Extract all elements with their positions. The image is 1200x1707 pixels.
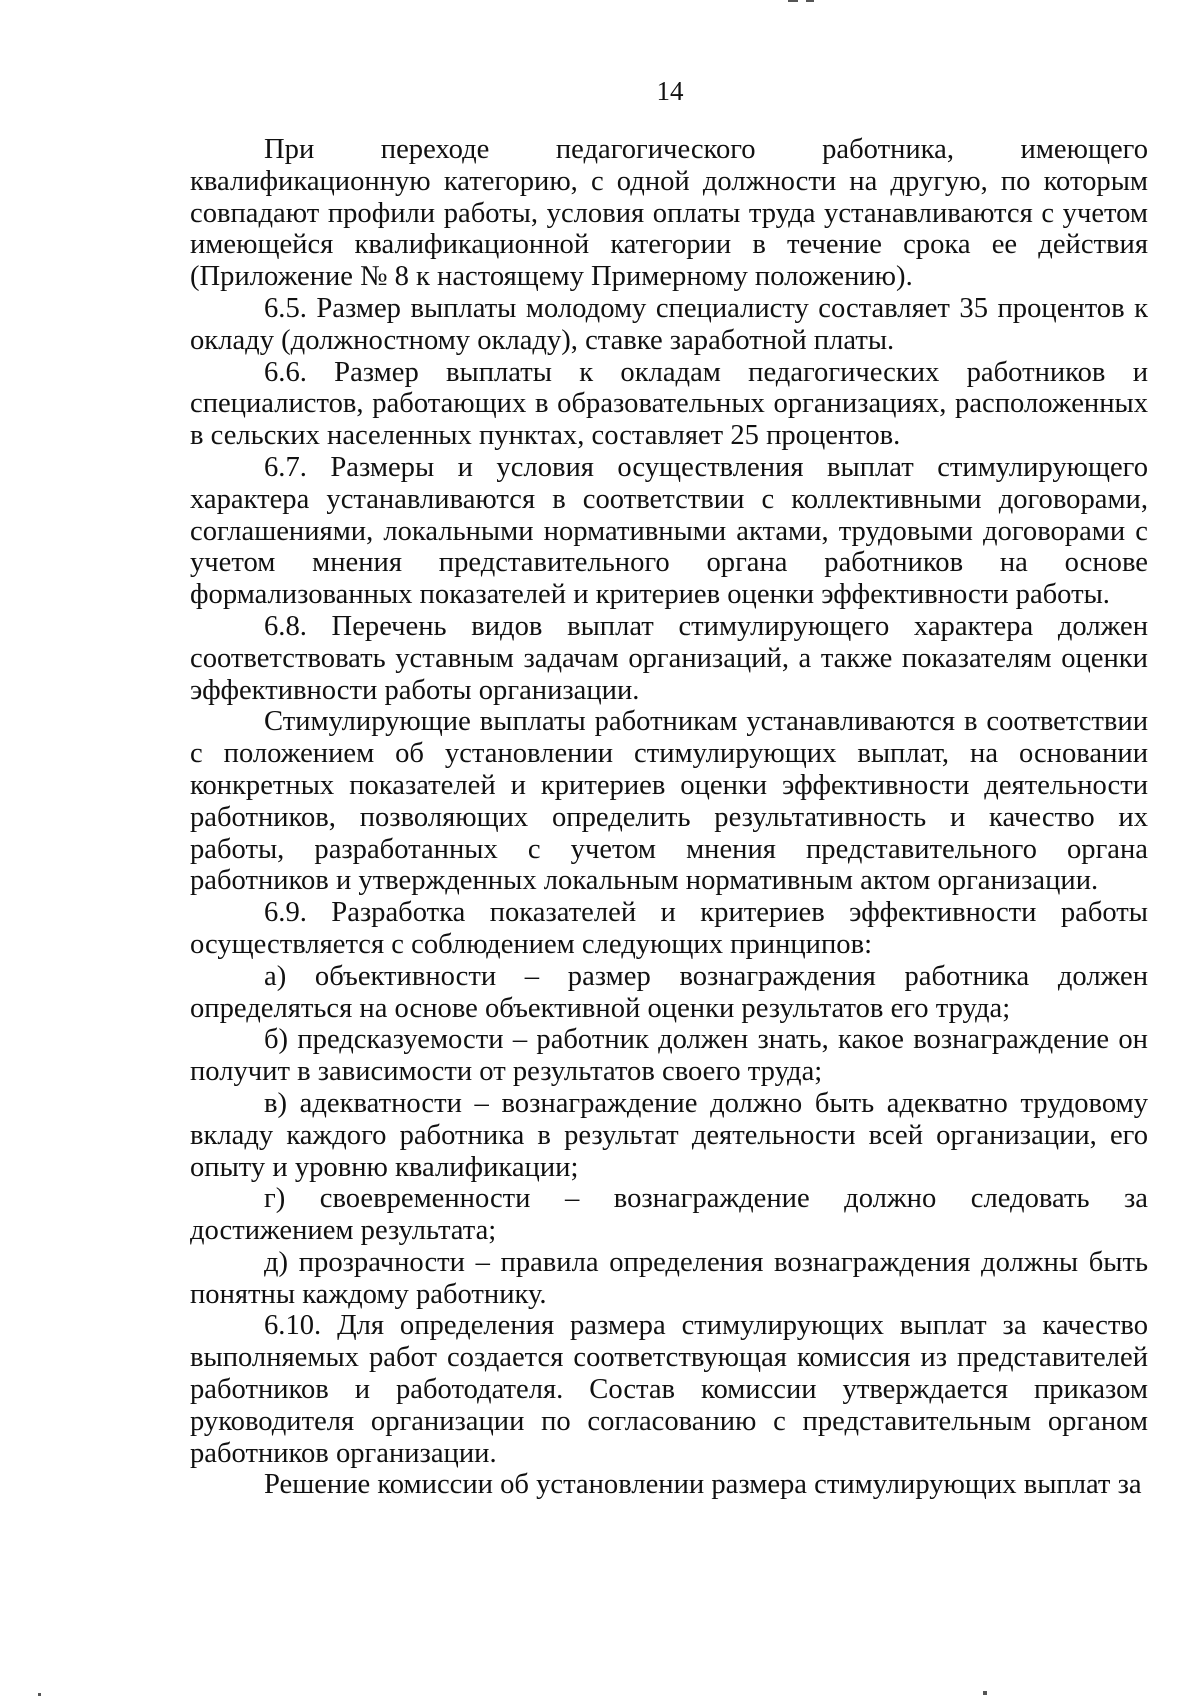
list-item-v: в) адекватности – вознаграждение должно быть адекватно трудовому вкладу каждого работника в результат деятельности всей организации, его опыту и уровню квалификации; — [190, 1087, 1148, 1183]
list-item-a: а) объективности – размер вознаграждения работника должен определяться на основе объективной оценки результатов его труда; — [190, 960, 1148, 1024]
list-item-d: д) прозрачности – правила определения вознаграждения должны быть понятны каждому работнику. — [190, 1246, 1148, 1310]
paragraph-commission-decision: Решение комиссии об установлении размера стимулирующих выплат за — [264, 1469, 1142, 1501]
list-item-b: б) предсказуемости – работник должен знать, какое вознаграждение он получит в зависимости от результатов своего труда; — [190, 1024, 1148, 1088]
paragraph-stimulating-payments: Стимулирующие выплаты работникам устанавливаются в соответствии с положением об установлении стимулирующих выплат, на основании конкретных показателей и критериев оценки эффективности деятельности работников, позволяющих определить результативность и качество их работы, разработанных с учетом мнения представительного органа работников и утвержденных локальным нормативным актом организации. — [190, 706, 1148, 897]
paragraph-6-8: 6.8. Перечень видов выплат стимулирующего характера должен соответствовать уставным задачам организаций, а также показателям оценки эффективности работы организации. — [190, 610, 1148, 706]
scan-artifact — [983, 1691, 987, 1695]
scan-artifact — [788, 0, 798, 2]
document-body — [190, 134, 1148, 1501]
paragraph-6-7: 6.7. Размеры и условия осуществления выплат стимулирующего характера устанавливаются в соответствии с коллективными договорами, соглашениями, локальными нормативными актами, трудовыми договорами с учетом мнения представительного органа работников на основе формализованных показателей и критериев оценки эффективности работы. — [190, 451, 1148, 611]
page-number: 14 — [656, 76, 684, 106]
scan-artifact — [806, 0, 814, 2]
paragraph-6-10: 6.10. Для определения размера стимулирующих выплат за качество выполняемых работ создается соответствующая комиссия из представителей работников и работодателя. Состав комиссии утверждается приказом руководителя организации по согласованию с представительным органом работников организации. — [190, 1310, 1148, 1469]
paragraph-qualification-category: При переходе педагогического работника, имеющего квалификационную категорию, с одной должности на другую, по которым совпадают профили работы, условия оплаты труда устанавливаются с учетом имеющейся квалификационной категории в течение срока ее действия (Приложение № 8 к настоящему Примерному положению). — [190, 134, 1148, 293]
paragraph-6-9: 6.9. Разработка показателей и критериев эффективности работы осуществляется с соблюдением следующих принципов: — [190, 897, 1148, 960]
paragraph-6-5: 6.5. Размер выплаты молодому специалисту составляет 35 процентов к окладу (должностному окладу), ставке заработной платы. — [190, 292, 1148, 356]
scan-artifact — [38, 1693, 41, 1696]
paragraph-6-6: 6.6. Размер выплаты к окладам педагогических работников и специалистов, работающих в образовательных организациях, расположенных в сельских населенных пунктах, составляет 25 процентов. — [190, 356, 1148, 452]
list-item-g: г) своевременности – вознаграждение должно следовать за достижением результата; — [190, 1183, 1148, 1247]
